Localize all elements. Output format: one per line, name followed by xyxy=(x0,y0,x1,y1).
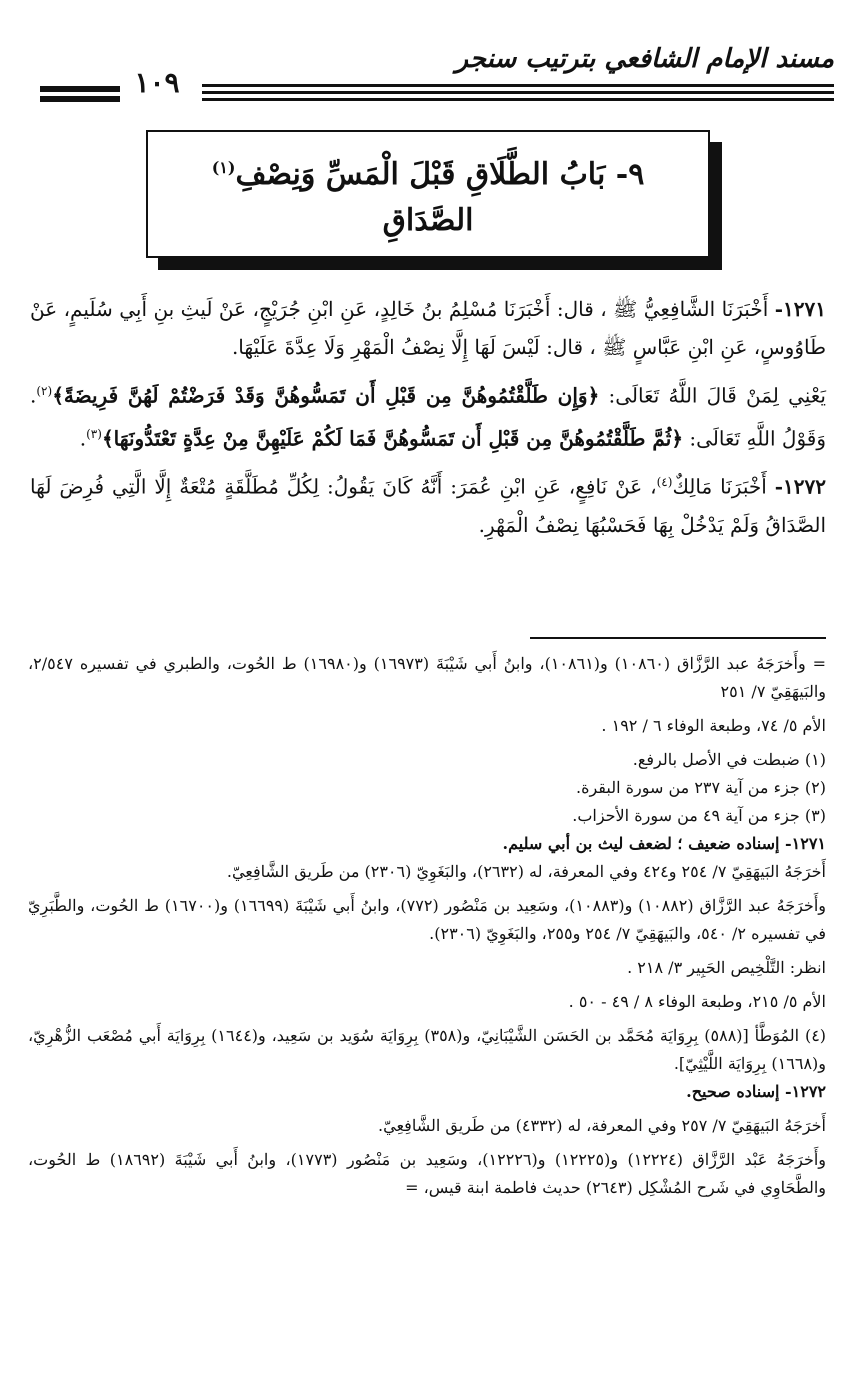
footnote-1: (١) ضبطت في الأصل بالرفع. xyxy=(632,750,826,769)
footnote-source: الأم ٥/ ٧٤، وطبعة الوفاء ٦ / ١٩٢ . xyxy=(601,716,826,735)
chapter-footnote-ref: (١) xyxy=(211,157,236,177)
commentary-text: يَعْنِي لِمَنْ قَالَ اللَّهُ تَعَالَى: xyxy=(608,383,826,408)
header-rule-short-bottom xyxy=(40,96,120,102)
footnote-continued: = وأَخرَجَهُ عبد الرَّزَّاق (١٠٨٦٠) و(١٠٨٦١)، وابنُ أَبي شَيْبَةَ (١٦٩٧٣) و(١٦٩٨٠) ط الحُوت، والطبري في تفسيره ٢/٥٤٧، والبَيهَقِيّ ٧/ ٢٥١ xyxy=(28,654,827,701)
commentary-paragraph xyxy=(30,372,826,457)
footnote-ref: (٤) xyxy=(656,475,673,490)
footnote-ref: (٢) xyxy=(36,384,53,398)
main-text xyxy=(30,290,826,550)
chapter-title-line-2: الصَّدَاقِ xyxy=(382,202,474,238)
header-rule-long-1 xyxy=(202,84,834,87)
quran-verse: ﴿وَإِن طَلَّقْتُمُوهُنَّ مِن قَبْلِ أَن تَمَسُّوهُنَّ وَقَدْ فَرَضْتُمْ لَهُنَّ فَرِيضَةً﴾ xyxy=(52,383,600,408)
commentary-text: . xyxy=(79,426,87,451)
takhrij-1271-heading: ١٢٧١- إسناده ضعيف ؛ لضعف ليث بن أبي سليم. xyxy=(502,834,826,853)
chapter-title-text: ٩- بَابُ الطَّلَاقِ قَبْلَ الْمَسِّ وَنِصْفِ xyxy=(235,156,645,192)
page-number: ١٠٩ xyxy=(134,66,180,99)
chapter-title-box xyxy=(146,130,710,258)
takhrij-1271-source: الأم ٥/ ٢١٥، وطبعة الوفاء ٨ / ٤٩ - ٥٠ . xyxy=(568,992,826,1011)
footnote-3: (٣) جزء من آية ٤٩ من سورة الأحزاب. xyxy=(572,806,826,825)
footnote-2: (٢) جزء من آية ٢٣٧ من سورة البقرة. xyxy=(575,778,826,797)
hadith-1272 xyxy=(30,463,826,544)
footnote-ref: (٣) xyxy=(86,426,102,441)
chapter-title-line-1 xyxy=(212,145,645,198)
quran-verse: ﴿ثُمَّ طَلَّقْتُمُوهُنَّ مِن قَبْلِ أَن تَمَسُّوهُنَّ فَمَا لَكُمْ عَلَيْهِنَّ مِنْ عِدَّةٍ تَعْتَدُّونَهَا﴾ xyxy=(101,426,684,451)
hadith-text: أَخْبَرَنَا مَالِكٌ xyxy=(672,474,767,499)
header-rule-long-2 xyxy=(202,91,834,94)
takhrij-1271-text: وأَخرَجَهُ عبد الرَّزَّاق (١٠٨٨٢) و(١٠٨٨٣)، وسَعِيد بن مَنْصُور (٧٧٢)، وابنُ أَبي شَيْبَةَ (١٦٦٩٩) و(١٦٧٠٠) ط الحُوت، والطَّبَرِيّ في تفسيره ٢/ ٥٤٠، والبَيهَقِيّ ٧/ ٢٥٤ و٢٥٥، والبَغَوِيّ (٢٣٠٦). xyxy=(28,896,826,943)
commentary-text: . وَقَوْلُ اللَّهِ تَعَالَى: xyxy=(30,383,826,451)
footnotes xyxy=(28,650,826,1202)
takhrij-1271-text: أَخرَجَهُ البَيهَقِيّ ٧/ ٢٥٤ و٤٢٤ وفي المعرفة، له (٢٦٣٢)، والبَغَوِيّ (٢٣٠٦) من طَريق الشَّافِعِيّ. xyxy=(226,862,826,881)
header-rule-short-top xyxy=(40,86,120,92)
takhrij-1272-heading: ١٢٧٢- إسناده صحيح. xyxy=(686,1082,826,1101)
hadith-text: ، عَنْ نَافِعٍ، عَنِ ابْنِ عُمَرَ: أَنَّهُ كَانَ يَقُولُ: لِكُلِّ مُطَلَّقَةٍ مُتْعَةٌ إِلَّا الَّتِي فُرِضَ لَهَا الصَّدَاقُ وَلَمْ يَدْخُلْ بِهَا فَحَسْبُهَا نِصْفُ الْمَهْرِ. xyxy=(30,474,826,537)
hadith-text: أَخْبَرَنَا الشَّافِعِيُّ ﷺ ، قال: أَخْبَرَنَا مُسْلِمُ بنُ خَالِدٍ، عَنِ ابْنِ جُرَيْجٍ، عَنْ لَيثِ بنِ أَبِي سُلَيمٍ، عَنْ طَاوُوسٍ، عَنِ ابْنِ عَبَّاسٍ ﷺ ، قال: لَيْسَ لَهَا إِلَّا نِصْفُ الْمَهْرِ وَلَا عِدَّةَ عَلَيْهَا. xyxy=(30,297,826,359)
hadith-1271 xyxy=(30,290,826,366)
footnote-4: (٤) المُوَطَّأ [(٥٨٨) بِرِوَايَة مُحَمَّد بن الحَسَن الشَّيْبَانِيّ، و(٣٥٨) بِرِوَايَة سُوَيد بن سَعِيد، و(١٦٤٤) بِرِوَايَة أَبي مُصْعَب الزُّهْرِيّ، و(١٦٦٨) بِرِوَايَة اللَّيْثِيّ]. xyxy=(28,1026,827,1073)
running-title: مسند الإمام الشافعي بترتيب سنجر xyxy=(455,44,834,74)
takhrij-1272-text: أَخرَجَهُ البَيهَقِيّ ٧/ ٢٥٧ وفي المعرفة، له (٤٣٣٢) من طَريق الشَّافِعِيّ. xyxy=(378,1116,826,1135)
takhrij-1271-reference: انظر: التَّلْخِيص الحَبِير ٣/ ٢١٨ . xyxy=(627,958,826,977)
header-rule-long-3 xyxy=(202,98,834,101)
takhrij-1272-text: وأَخرَجَهُ عَبْد الرَّزَّاق (١٢٢٢٤) و(١٢٢٢٥) و(١٢٢٢٦)، وسَعِيد بن مَنْصُور (١٧٧٣)، وابنُ أَبي شَيْبَةَ (١٨٦٩٢) ط الحُوت، والطَّحَاوِي في شَرح المُشْكِل (٢٦٤٣) حديث فاطمة ابنة قيس، = xyxy=(28,1150,827,1197)
hadith-number: ١٢٧١- xyxy=(774,297,826,321)
footnote-divider xyxy=(530,637,826,639)
hadith-number: ١٢٧٢- xyxy=(774,474,826,499)
